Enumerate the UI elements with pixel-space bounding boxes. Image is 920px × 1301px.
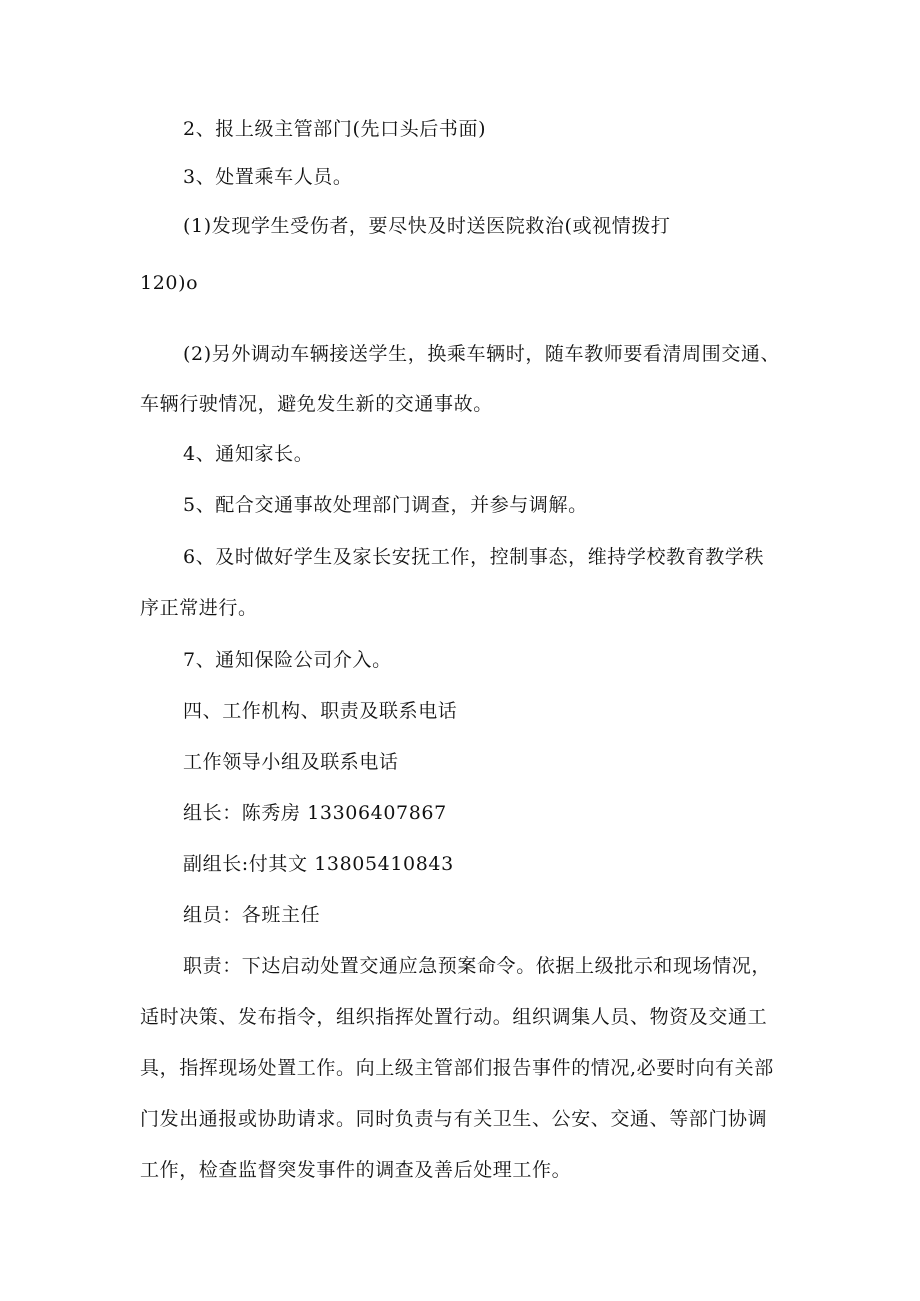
subitem-injured-students: (1)发现学生受伤者，要尽快及时送医院救治(或视情拨打 [183,215,671,237]
item-notify-parents: 4、通知家长。 [183,443,314,465]
section-heading: 四、工作机构、职责及联系电话 [183,700,458,722]
duties-paragraph-line: 职责：下达启动处置交通应急预案命令。依据上级批示和现场情况， [183,955,772,977]
duties-paragraph-line: 具，指挥现场处置工作。向上级主管部们报告事件的情况,必要时向有关部 [140,1057,774,1079]
duties-paragraph-line: 适时决策、发布指令，组织指挥处置行动。组织调集人员、物资及交通工 [140,1006,768,1028]
item-notify-insurance: 7、通知保险公司介入。 [183,649,392,671]
duties-paragraph-line: 门发出通报或协助请求。同时负责与有关卫生、公安、交通、等部门协调 [140,1108,768,1130]
contact-leader: 组长：陈秀房 13306407867 [183,802,447,824]
item-cooperate-investigation: 5、配合交通事故处理部门调查，并参与调解。 [183,494,588,516]
duties-paragraph-line: 工作，检查监督突发事件的调查及善后处理工作。 [140,1159,572,1181]
subheading-leadership-group: 工作领导小组及联系电话 [183,751,399,773]
item-reassure: 6、及时做好学生及家长安抚工作，控制事态，维持学校教育教学秩 [183,546,765,568]
item-handle-passengers: 3、处置乘车人员。 [183,166,353,188]
contact-deputy-leader: 副组长:付其文 13805410843 [183,853,454,875]
item-report-superior: 2、报上级主管部门(先口头后书面) [183,118,487,140]
subitem-transfer-vehicles-cont: 车辆行驶情况，避免发生新的交通事故。 [140,393,493,415]
item-reassure-cont: 序正常进行。 [140,597,258,619]
contact-members: 组员：各班主任 [183,904,321,926]
subitem-transfer-vehicles: (2)另外调动车辆接送学生，换乘车辆时，随车教师要看清周围交通、 [183,343,781,365]
subitem-injured-students-cont: 120)o [140,272,199,294]
